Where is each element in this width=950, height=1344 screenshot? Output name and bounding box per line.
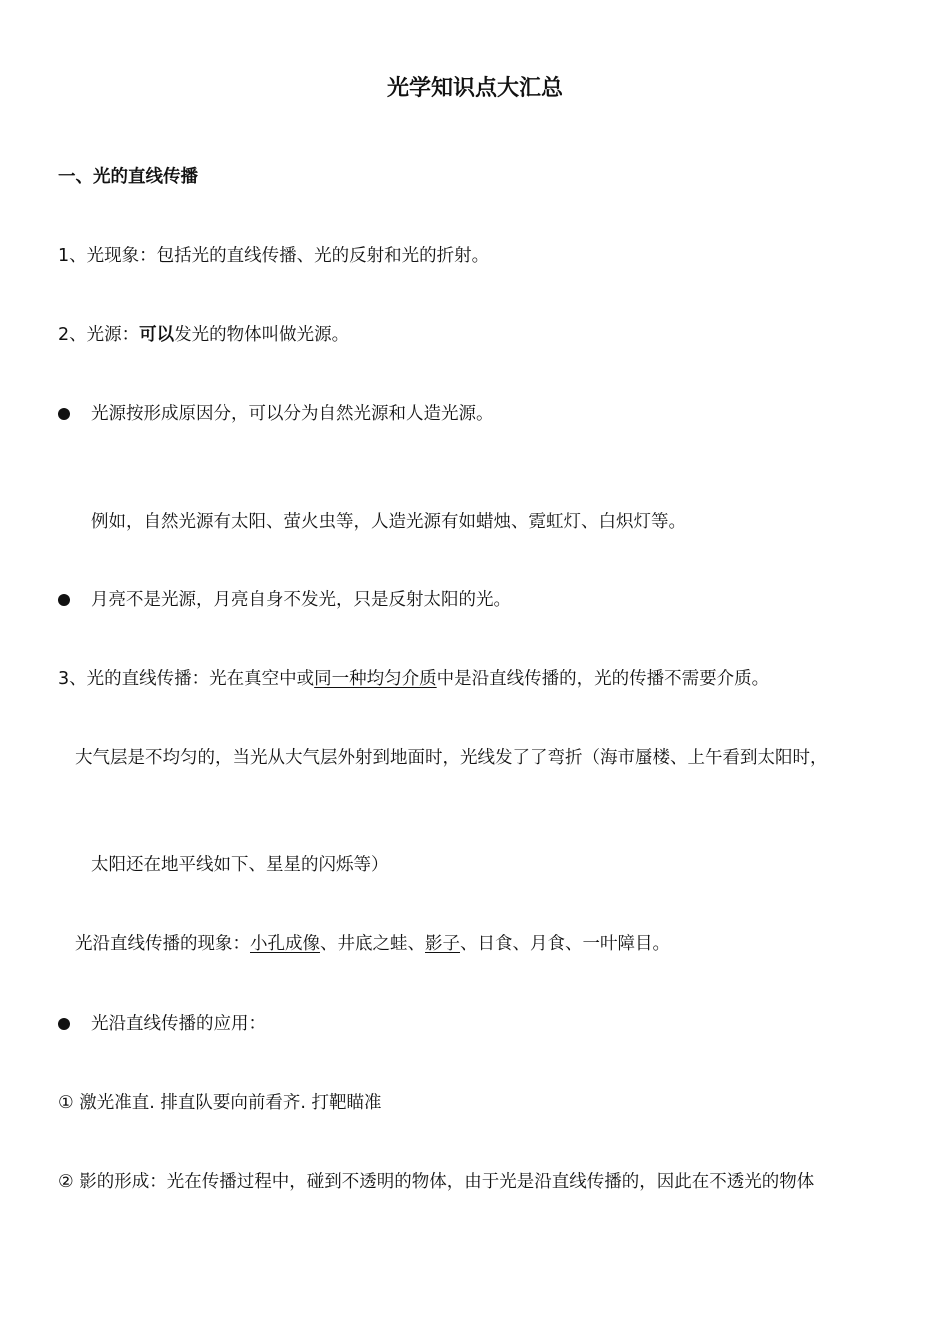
paragraph-light-source [58,323,349,347]
paragraph-example: 例如，自然光源有太阳、萤火虫等，人造光源有如蜡烛、霓虹灯、白炽灯等。 [91,512,686,532]
bullet-dot-icon [58,408,70,420]
bullet-moon: 月亮不是光源，月亮自身不发光，只是反射太阳的光。 [91,590,511,610]
bullet-dot-icon [58,594,70,606]
light-source-bold: 可以 [139,325,175,345]
propagation-underline: 同一种均匀介质 [314,669,437,689]
page-title: 光学知识点大汇总 [386,76,563,101]
phenomena-underline-2: 影子 [425,934,460,954]
phenomena-suffix: 、日食、月食、一叶障目。 [460,934,670,954]
application-item-2: ② 影的形成：光在传播过程中，碰到不透明的物体，由于光是沿直线传播的，因此在不透光的物体 [58,1172,815,1192]
section-heading: 一、光的直线传播 [58,167,198,187]
paragraph-atmosphere-line2: 太阳还在地平线如下、星星的闪烁等） [91,855,389,875]
paragraph-phenomena [75,932,670,956]
phenomena-prefix: 光沿直线传播的现象： [75,934,250,954]
bullet-dot-icon [58,1018,70,1030]
phenomena-underline-1: 小孔成像 [250,934,320,954]
paragraph-light-phenomena: 1、光现象：包括光的直线传播、光的反射和光的折射。 [58,246,490,266]
phenomena-mid: 、井底之蛙、 [320,934,425,954]
paragraph-atmosphere-line1: 大气层是不均匀的，当光从大气层外射到地面时，光线发了了弯折（海市蜃楼、上午看到太阳时， [75,748,828,768]
bullet-light-source-types: 光源按形成原因分，可以分为自然光源和人造光源。 [91,404,494,424]
propagation-suffix: 中是沿直线传播的，光的传播不需要介质。 [436,669,770,689]
light-source-suffix: 发光的物体叫做光源。 [174,325,350,345]
light-source-prefix: 2、光源： [58,325,140,345]
paragraph-straight-line-propagation [58,667,769,691]
application-item-1: ① 激光准直. 排直队要向前看齐. 打靶瞄准 [58,1093,382,1113]
bullet-applications: 光沿直线传播的应用： [91,1014,266,1034]
propagation-prefix: 3、光的直线传播：光在真空中或 [58,669,315,689]
